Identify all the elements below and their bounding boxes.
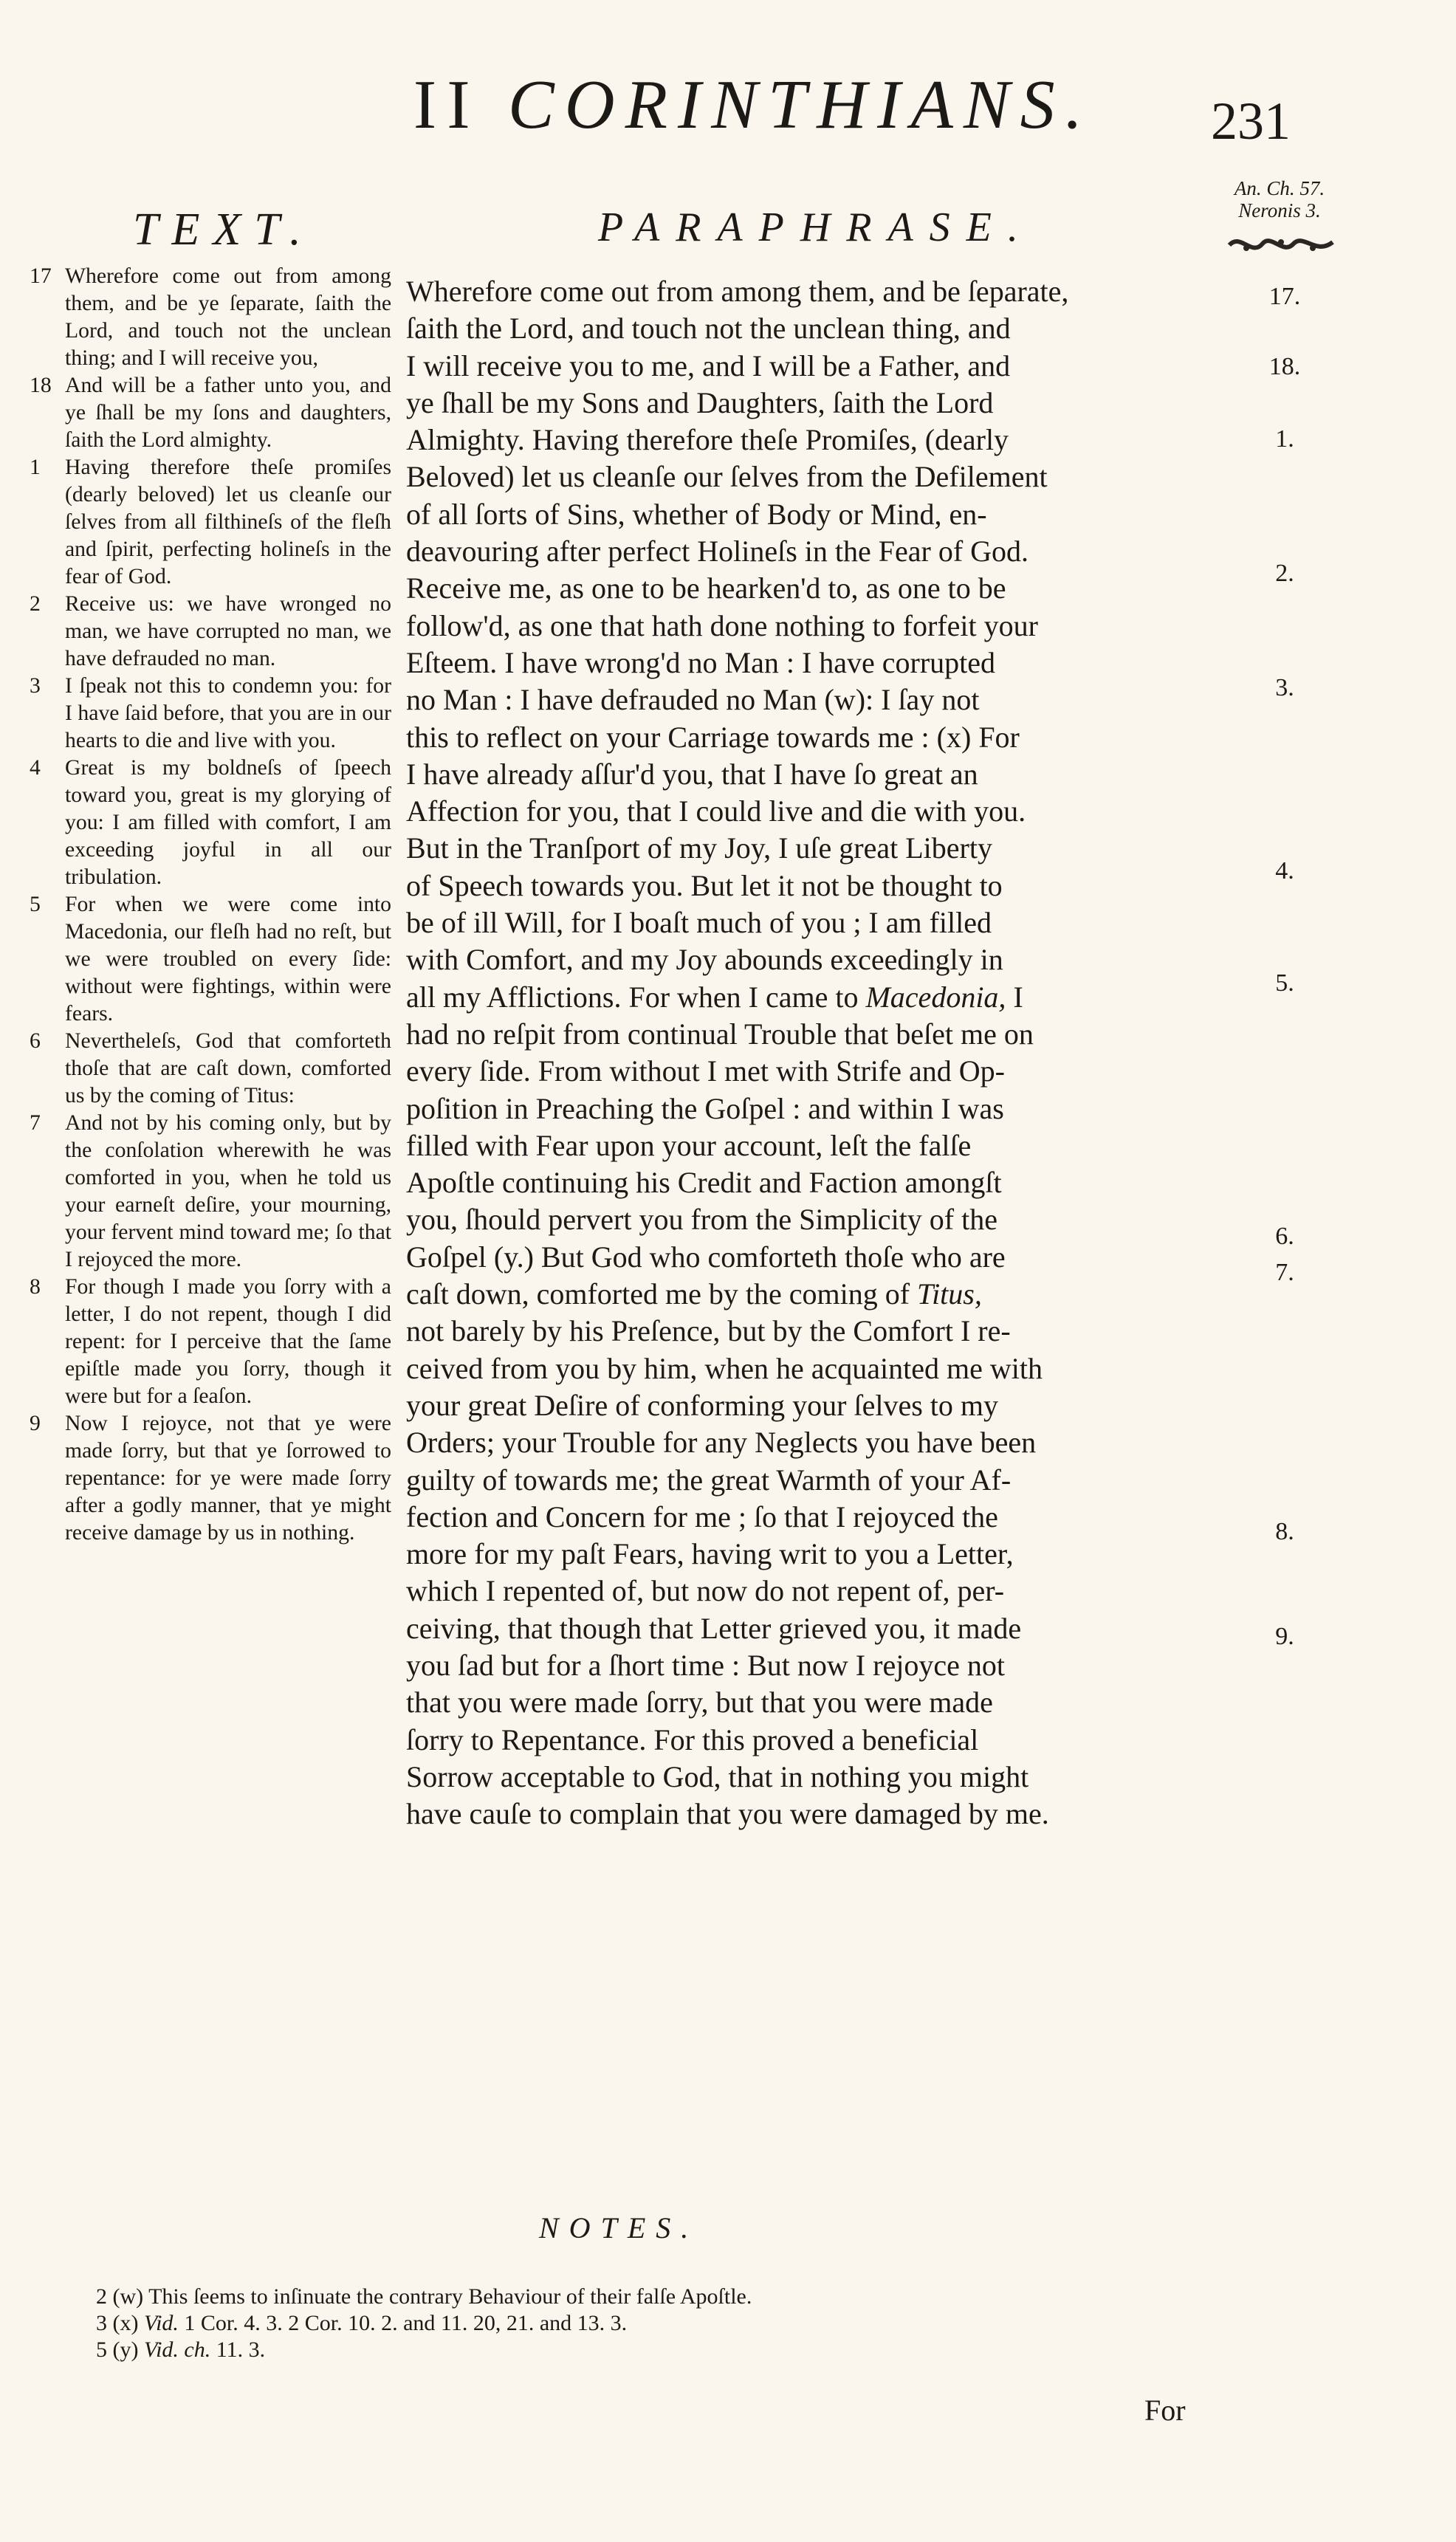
margin-verse-number: 17. xyxy=(1268,283,1301,310)
text-verse xyxy=(30,1410,391,1547)
note-line xyxy=(96,2284,1277,2310)
paraphrase-line xyxy=(406,1536,1211,1573)
paraphrase-line xyxy=(406,348,1211,385)
text-verse-body: Having therefore theſe promiſes (dearly beloved) let us cleanſe our ſelves from all filthineſs of the fleſh and ſpirit, perfecting holineſs in the fear of God. xyxy=(65,456,391,588)
paraphrase-line-segment: ceiving, that though that Letter grieved you, it made xyxy=(406,1611,1022,1645)
text-verse-body: Great is my boldneſs of ſpeech toward you, great is my glorying of you: I am filled with comfort, I am exceeding joyful in all our tribulation. xyxy=(65,756,391,889)
paraphrase-line xyxy=(406,1462,1211,1499)
paraphrase-line-segment: Goſpel (y.) But God who comforteth thoſe who are xyxy=(406,1240,1006,1274)
paraphrase-line xyxy=(406,1313,1211,1350)
paraphrase-column xyxy=(406,273,1211,1832)
note-line xyxy=(96,2310,1277,2337)
note-line-segment: Vid. xyxy=(143,2311,179,2335)
paraphrase-line-segment: your great Deſire of conforming your ſelves to my xyxy=(406,1388,998,1422)
text-verse-body: I ſpeak not this to condemn you: for I have ſaid before, that you are in our hearts to die and live with you. xyxy=(65,674,391,752)
paraphrase-line-segment: had no reſpit from continual Trouble that beſet me on xyxy=(406,1017,1034,1051)
paraphrase-line-segment: I have already aſſur'd you, that I have ſo great an xyxy=(406,757,978,791)
paraphrase-line-segment: I xyxy=(1006,980,1023,1014)
paraphrase-line-segment: that you were made ſorry, but that you were made xyxy=(406,1686,993,1720)
catchword: For xyxy=(1144,2394,1186,2427)
paraphrase-line-segment: you, ſhould pervert you from the Simplicity of the xyxy=(406,1203,997,1237)
paraphrase-line xyxy=(406,458,1211,495)
paraphrase-line-segment: deavouring after perfect Holineſs in the Fear of God. xyxy=(406,535,1029,568)
paraphrase-line xyxy=(406,273,1211,310)
paraphrase-line-segment: follow'd, as one that hath done nothing to forfeit your xyxy=(406,608,1038,642)
paraphrase-line-segment: Titus, xyxy=(917,1277,982,1311)
text-verse xyxy=(30,454,391,591)
text-verse-number: 2 xyxy=(30,592,41,616)
text-verse-number: 8 xyxy=(30,1275,41,1299)
note-line-segment: 11. 3. xyxy=(210,2337,266,2362)
paraphrase-line-segment: Eſteem. I have wrong'd no Man : I have corrupted xyxy=(406,645,996,679)
text-verse xyxy=(30,591,391,673)
paraphrase-line-segment: Apoſtle continuing his Credit and Faction amongſt xyxy=(406,1166,1002,1200)
paraphrase-line xyxy=(406,570,1211,607)
margin-verse-number: 9. xyxy=(1275,1623,1294,1650)
text-verse-body: And not by his coming only, but by the conſolation wherewith he was comforted in you, when he told us your earneſt deſire, your mourning, your fervent mind toward me; ſo that I rejoyced the more. xyxy=(65,1111,391,1271)
paraphrase-line xyxy=(406,1610,1211,1647)
text-verse-number: 7 xyxy=(30,1111,41,1135)
paraphrase-line-segment: poſition in Preaching the Goſpel : and within I was xyxy=(406,1091,1004,1125)
text-verse xyxy=(30,263,391,372)
text-verse-number: 9 xyxy=(30,1412,41,1435)
notes-list xyxy=(96,2284,1277,2363)
paraphrase-line xyxy=(406,1053,1211,1090)
paraphrase-line xyxy=(406,608,1211,645)
paraphrase-line-segment: which I repented of, but now do not repent of, per- xyxy=(406,1574,1005,1608)
text-verse xyxy=(30,1274,391,1410)
paraphrase-line-segment: Sorrow acceptable to God, that in nothing you might xyxy=(406,1759,1029,1793)
paraphrase-line xyxy=(406,1573,1211,1610)
paraphrase-line xyxy=(406,1016,1211,1053)
paraphrase-line-segment: be of ill Will, for I boaſt much of you ; I am filled xyxy=(406,906,992,940)
margin-verse-number: 3. xyxy=(1275,674,1294,701)
paraphrase-line-segment: ceived from you by him, when he acquainted me with xyxy=(406,1351,1043,1385)
note-line-segment: Vid. ch. xyxy=(143,2337,211,2362)
paraphrase-line-segment: with Comfort, and my Joy abounds exceedingly in xyxy=(406,943,1003,977)
margin-verse-number: 2. xyxy=(1275,560,1294,587)
paraphrase-line xyxy=(406,719,1211,756)
date-note-reign: Neronis 3. xyxy=(1238,199,1321,221)
book-title: CORINTHIANS. xyxy=(508,66,1093,143)
paraphrase-column-header: PARAPHRASE. xyxy=(598,205,1034,250)
paraphrase-line xyxy=(406,1759,1211,1796)
margin-verse-number: 6. xyxy=(1275,1223,1294,1250)
paraphrase-line-segment: ye ſhall be my Sons and Daughters, ſaith the Lord xyxy=(406,385,994,419)
paraphrase-line xyxy=(406,1127,1211,1164)
paraphrase-line xyxy=(406,496,1211,533)
paraphrase-line-segment: Orders; your Trouble for any Neglects you have been xyxy=(406,1426,1037,1460)
text-verse-body: Nevertheleſs, God that comforteth thoſe that are caſt down, comforted us by the coming of Titus: xyxy=(65,1029,391,1107)
text-verse xyxy=(30,891,391,1028)
paraphrase-line-segment: you ſad but for a ſhort time : But now I rejoyce not xyxy=(406,1648,1005,1682)
text-verse xyxy=(30,673,391,755)
text-verse-number: 6 xyxy=(30,1029,41,1053)
paraphrase-line xyxy=(406,756,1211,793)
paraphrase-line-segment: Receive me, as one to be hearken'd to, as one to be xyxy=(406,571,1006,605)
text-verse-body: For when we were come into Macedonia, our fleſh had no reſt, but we were troubled on every ſide: without were fightings, within were fears. xyxy=(65,893,391,1026)
book-number: II xyxy=(413,66,481,143)
text-verse-number: 5 xyxy=(30,893,41,916)
paraphrase-line xyxy=(406,1387,1211,1424)
paraphrase-line xyxy=(406,1424,1211,1461)
paraphrase-line xyxy=(406,793,1211,830)
paraphrase-line-segment: of all ſorts of Sins, whether of Body or Mind, en- xyxy=(406,497,987,531)
paraphrase-line xyxy=(406,422,1211,458)
paraphrase-line xyxy=(406,979,1211,1016)
paraphrase-line xyxy=(406,830,1211,867)
paraphrase-line-segment: But in the Tranſport of my Joy, I uſe great Liberty xyxy=(406,831,992,865)
margin-verse-number: 18. xyxy=(1268,353,1301,380)
margin-verse-number: 4. xyxy=(1275,857,1294,884)
paraphrase-line-segment: all my Afflictions. For when I came to xyxy=(406,980,866,1014)
margin-verse-number: 5. xyxy=(1275,969,1294,997)
paraphrase-line-segment: not barely by his Preſence, but by the Comfort I re- xyxy=(406,1314,1011,1348)
paraphrase-line xyxy=(406,868,1211,904)
paraphrase-line xyxy=(406,1499,1211,1536)
paraphrase-line-segment: Macedonia, xyxy=(865,980,1006,1014)
text-verse-body: Wherefore come out from among them, and be ye ſeparate, ſaith the Lord, and touch not the unclean thing; and I will receive you, xyxy=(65,264,391,370)
note-line-segment: 1 Cor. 4. 3. 2 Cor. 10. 2. and 11. 20, 21. and 13. 3. xyxy=(178,2311,628,2335)
paraphrase-line xyxy=(406,1276,1211,1313)
text-column xyxy=(30,263,391,1547)
text-verse-body: For though I made you ſorry with a letter, I do not repent, though I did repent: for I perceive that the ſame epiſtle made you ſorry, though it were but for a ſeaſon. xyxy=(65,1275,391,1408)
paraphrase-line-segment: Affection for you, that I could live and die with you. xyxy=(406,794,1026,828)
paraphrase-line xyxy=(406,1164,1211,1201)
paraphrase-line xyxy=(406,310,1211,347)
date-note-year: An. Ch. 57. xyxy=(1234,177,1325,199)
paraphrase-line-segment: guilty of towards me; the great Warmth of your Af- xyxy=(406,1463,1012,1497)
paraphrase-line xyxy=(406,1684,1211,1721)
paraphrase-line xyxy=(406,1722,1211,1759)
margin-verse-number: 7. xyxy=(1275,1259,1294,1286)
paraphrase-line-segment: Almighty. Having therefore theſe Promiſes, (dearly xyxy=(406,423,1009,457)
paraphrase-line xyxy=(406,1796,1211,1832)
margin-verse-number: 1. xyxy=(1275,425,1294,453)
paraphrase-line-segment: Wherefore come out from among them, and be ſeparate, xyxy=(406,275,1069,308)
paraphrase-line-segment: ſaith the Lord, and touch not the unclean thing, and xyxy=(406,312,1011,346)
page-number: 231 xyxy=(1211,92,1291,151)
text-verse-body: Receive us: we have wronged no man, we have corrupted no man, we have defrauded no man. xyxy=(65,592,391,670)
date-note xyxy=(1217,177,1342,221)
text-verse-number: 3 xyxy=(30,674,41,698)
text-column-header: TEXT. xyxy=(133,205,315,255)
note-line-segment: 5 (y) xyxy=(96,2337,144,2362)
paraphrase-line-segment: ſorry to Repentance. For this proved a beneficial xyxy=(406,1722,979,1756)
paraphrase-line-segment: no Man : I have defrauded no Man (w): I ſay not xyxy=(406,683,980,717)
paraphrase-line xyxy=(406,1239,1211,1276)
paraphrase-line-segment: filled with Fear upon your account, leſt the falſe xyxy=(406,1128,972,1162)
paraphrase-line xyxy=(406,533,1211,570)
paraphrase-line xyxy=(406,645,1211,681)
text-verse-number: 18 xyxy=(30,374,52,397)
paraphrase-line xyxy=(406,1090,1211,1127)
paraphrase-line xyxy=(406,1647,1211,1684)
notes-heading: NOTES. xyxy=(539,2211,699,2244)
paraphrase-line xyxy=(406,681,1211,718)
margin-verse-number: 8. xyxy=(1275,1518,1294,1545)
paraphrase-line-segment: caſt down, comforted me by the coming of xyxy=(406,1277,918,1311)
text-verse-body: Now I rejoyce, not that ye were made ſorry, but that ye ſorrowed to repentance: for ye were made ſorry after a godly manner, that ye might receive damage by us in nothing. xyxy=(65,1412,391,1545)
text-verse-number: 4 xyxy=(30,756,41,780)
paraphrase-line xyxy=(406,1201,1211,1238)
paraphrase-line xyxy=(406,1350,1211,1387)
text-verse-body: And will be a father unto you, and ye ſhall be my ſons and daughters, ſaith the Lord almighty. xyxy=(65,374,391,452)
paraphrase-line xyxy=(406,385,1211,422)
paraphrase-line-segment: more for my paſt Fears, having writ to you a Letter, xyxy=(406,1537,1014,1571)
paraphrase-line-segment: of Speech towards you. But let it not be thought to xyxy=(406,868,1003,902)
paraphrase-line-segment: this to reflect on your Carriage towards me : (x) For xyxy=(406,720,1020,754)
paraphrase-line-segment: I will receive you to me, and I will be a Father, and xyxy=(406,348,1011,382)
text-verse xyxy=(30,372,391,454)
text-verse-number: 1 xyxy=(30,456,41,479)
paraphrase-line-segment: have cauſe to complain that you were damaged by me. xyxy=(406,1797,1049,1831)
running-head xyxy=(317,66,1189,143)
paraphrase-line-segment: fection and Concern for me ; ſo that I rejoyced the xyxy=(406,1500,998,1533)
note-line xyxy=(96,2337,1277,2363)
paraphrase-line xyxy=(406,904,1211,941)
ornament-icon xyxy=(1226,229,1336,258)
note-line-segment: 2 (w) This ſeems to inſinuate the contrary Behaviour of their falſe Apoſtle. xyxy=(96,2284,752,2309)
text-verse xyxy=(30,755,391,891)
note-line-segment: 3 (x) xyxy=(96,2311,144,2335)
paraphrase-line-segment: every ſide. From without I met with Strife and Op- xyxy=(406,1054,1005,1088)
paraphrase-line-segment: Beloved) let us cleanſe our ſelves from the Defilement xyxy=(406,460,1048,494)
text-verse xyxy=(30,1110,391,1274)
paraphrase-line xyxy=(406,941,1211,978)
text-verse xyxy=(30,1028,391,1110)
text-verse-number: 17 xyxy=(30,264,52,288)
